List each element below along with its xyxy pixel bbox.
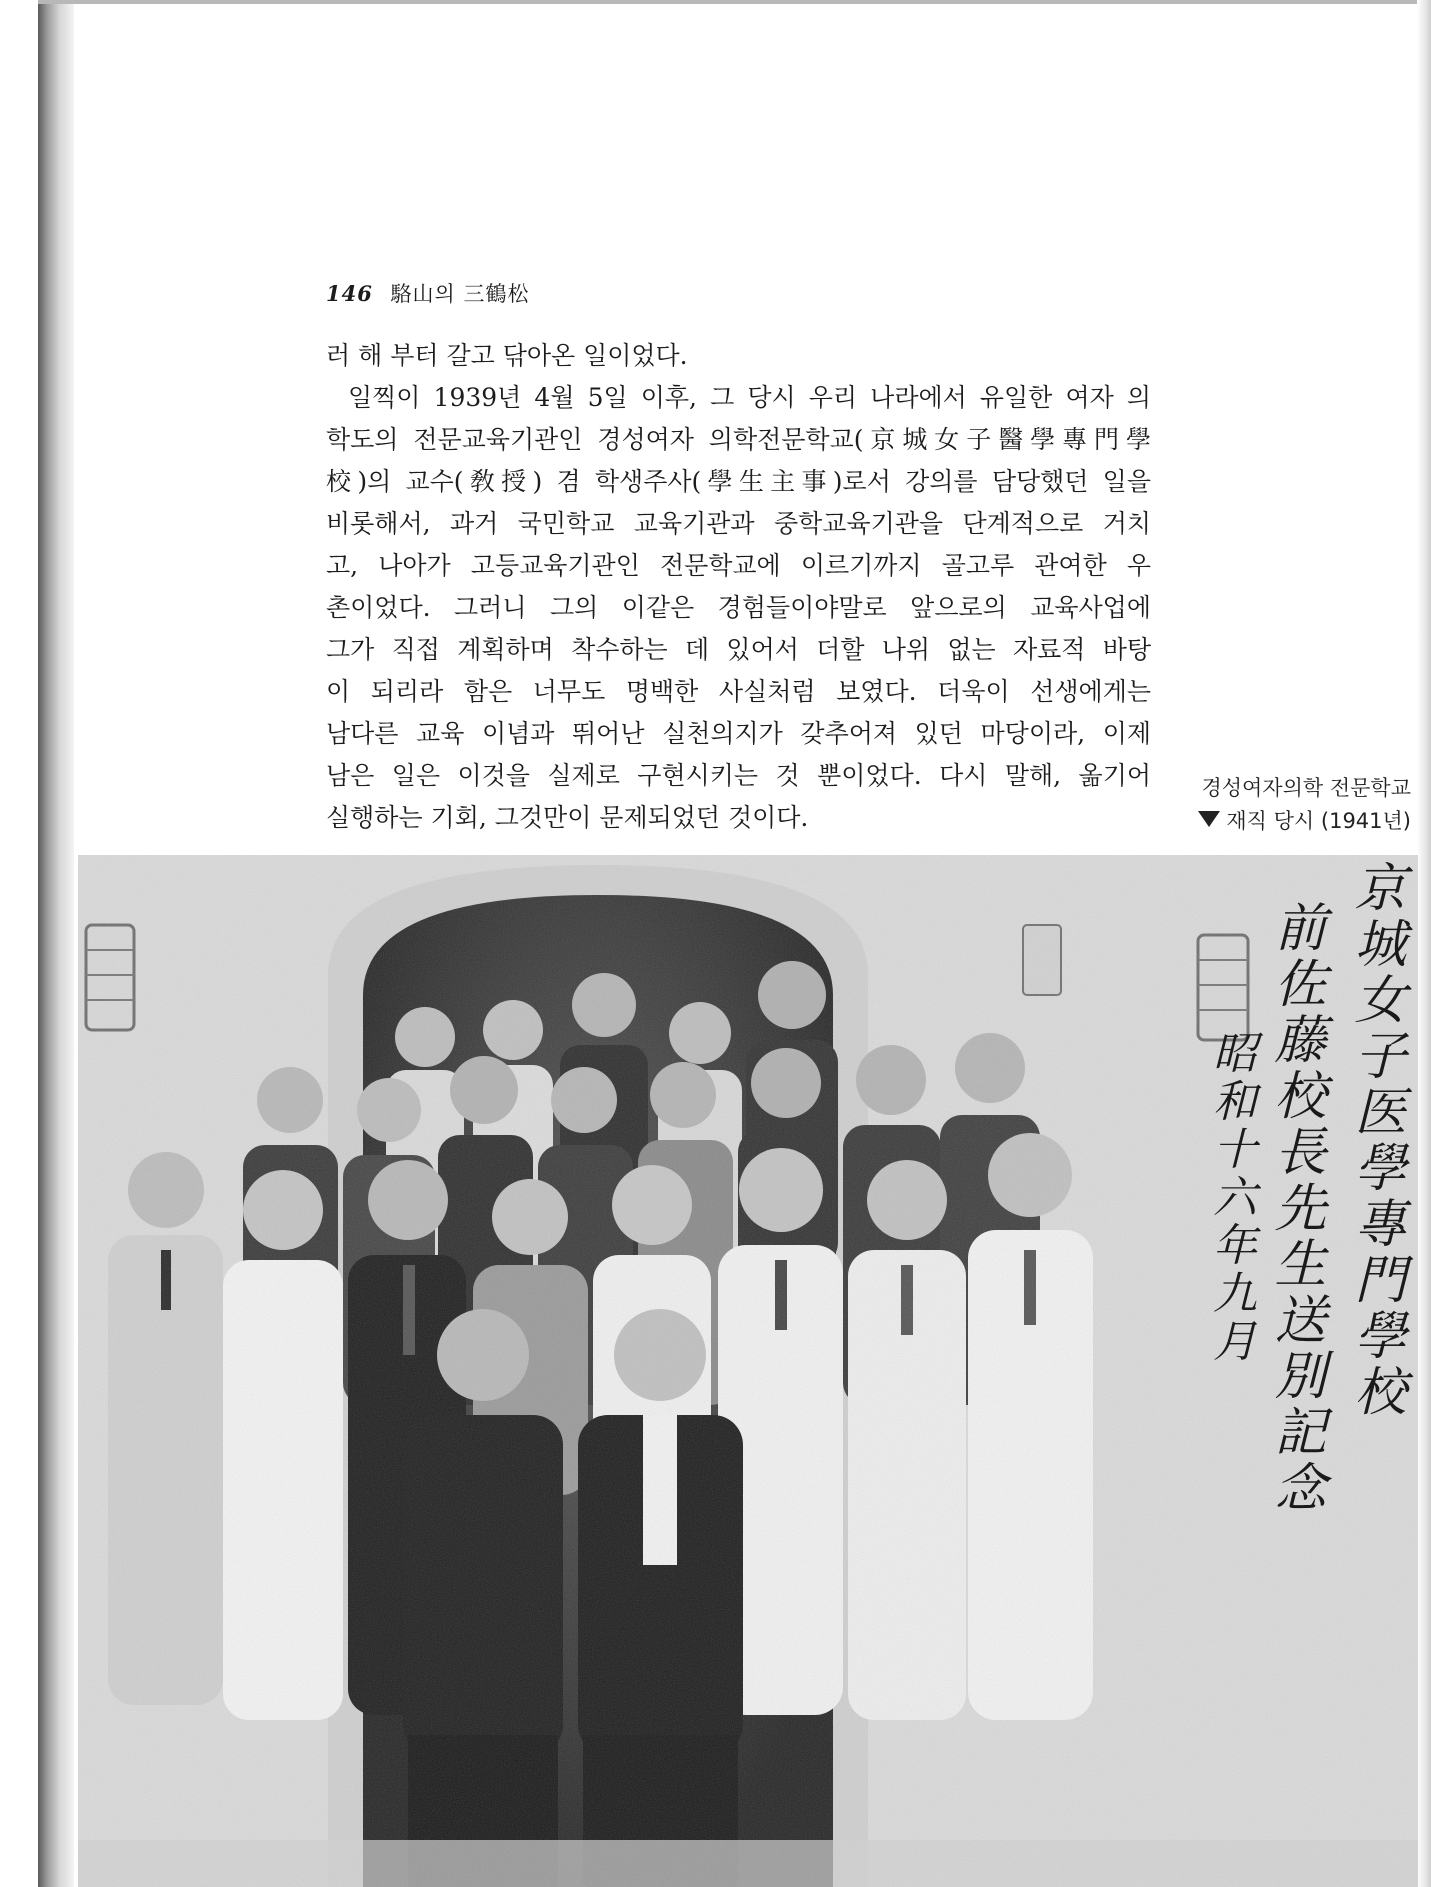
caption-line-2-text: 재직 당시 (1941년) [1226, 809, 1411, 833]
text-line: 그가 직접 계획하며 착수하는 데 있어서 더할 나위 없는 자료적 바탕 [326, 635, 1151, 664]
photo-caption [1161, 772, 1411, 838]
caption-line-1: 경성여자의학 전문학교 [1201, 776, 1411, 800]
text-line: 남다른 교육 이념과 뛰어난 실천의지가 갖추어져 있던 마당이라, 이제 [326, 719, 1151, 748]
group-photo [78, 855, 1418, 1887]
text-line: 남은 일은 이것을 실제로 구현시키는 것 뿐이었다. 다시 말해, 옮기어 [326, 761, 1151, 790]
text-line: 실행하는 기회, 그것만이 문제되었던 것이다. [326, 803, 809, 832]
page-right-edge [1417, 0, 1431, 1887]
text-line: 촌이었다. 그러니 그의 이같은 경험들이야말로 앞으로의 교육사업에 [326, 593, 1151, 622]
body-text [326, 335, 1151, 839]
text-line: 이 되리라 함은 너무도 명백한 사실처럼 보였다. 더욱이 선생에게는 [326, 677, 1151, 706]
running-head [326, 278, 530, 308]
triangle-down-icon [1198, 811, 1220, 827]
text-line: 일찍이 1939년 4월 5일 이후, 그 당시 우리 나라에서 유일한 여자 의 [348, 383, 1151, 412]
text-line: 러 해 부터 갈고 닦아온 일이었다. [326, 341, 688, 370]
running-title: 駱山의 三鶴松 [390, 282, 530, 306]
book-spine-shadow [38, 0, 74, 1887]
caption-line-2 [1161, 805, 1411, 838]
text-line: 校)의 교수(敎授) 겸 학생주사(學生主事)로서 강의를 담당했던 일을 [326, 467, 1151, 496]
inscription-column-1: 京城女子医學專門學校 [1345, 860, 1405, 1420]
text-line: 비롯해서, 과거 국민학교 교육기관과 중학교육기관을 단계적으로 거치 [326, 509, 1151, 538]
text-line: 학도의 전문교육기관인 경성여자 의학전문학교(京城女子醫學專門學 [326, 425, 1151, 454]
page-number: 146 [326, 281, 373, 306]
group-photo-illustration [78, 855, 1418, 1887]
inscription-column-3: 昭和十六年九月 [1205, 1030, 1256, 1366]
film-grain [78, 855, 1418, 1887]
text-line: 고, 나아가 고등교육기관인 전문학교에 이르기까지 골고루 관여한 우 [326, 551, 1151, 580]
inscription-column-2: 前佐藤校長先生送別記念 [1265, 900, 1325, 1516]
